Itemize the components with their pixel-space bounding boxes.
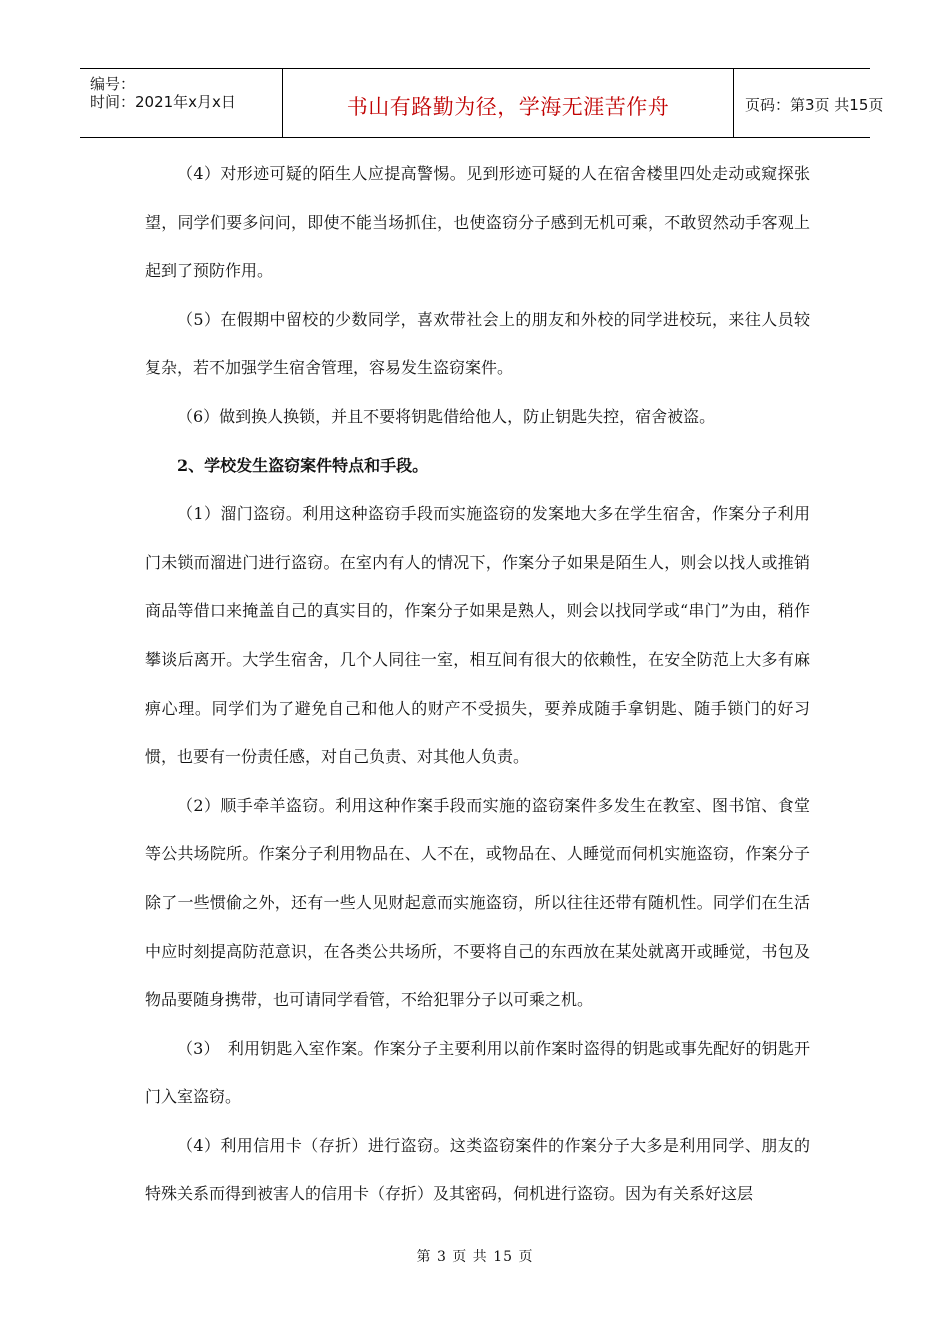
- page-code: 页码：第3页 共15页: [745, 96, 884, 114]
- motto: 书山有路勤为径，学海无涯苦作舟: [346, 95, 670, 119]
- paragraph: （1）溜门盗窃。利用这种盗窃手段而实施盗窃的发案地大多在学生宿舍，作案分子利用门未锁而溜进门进行盗窃。在室内有人的情况下，作案分子如果是陌生人，则会以找人或推销商品等借口来掩盖自己的真实目的，作案分子如果是熟人，则会以找同学或“串门”为由，稍作攀谈后离开。大学生宿舍，几个人同往一室，相互间有很大的依赖性，在安全防范上大多有麻痹心理。同学们为了避免自己和他人的财产不受损失，要养成随手拿钥匙、随手锁门的好习惯，也要有一份责任感，对自己负责、对其他人负责。: [145, 504, 810, 767]
- number-label: 编号：: [90, 75, 136, 93]
- paragraph: （3） 利用钥匙入室作案。作案分子主要利用以前作案时盗得的钥匙或事先配好的钥匙开门入室盗窃。: [145, 1038, 810, 1107]
- header-left-cell: [80, 69, 282, 137]
- paragraph: （6）做到换人换锁，并且不要将钥匙借给他人，防止钥匙失控，宿舍被盗。: [177, 406, 716, 426]
- header-right-cell: [733, 69, 884, 137]
- paragraph: （4）利用信用卡（存折）进行盗窃。这类盗窃案件的作案分子大多是利用同学、朋友的特殊关系而得到被害人的信用卡（存折）及其密码，伺机进行盗窃。因为有关系好这层: [145, 1135, 810, 1204]
- paragraph: （2）顺手牵羊盗窃。利用这种作案手段而实施的盗窃案件多发生在教室、图书馆、食堂等公共场院所。作案分子利用物品在、人不在，或物品在、人睡觉而伺机实施盗窃，作案分子除了一些惯偷之外，还有一些人见财起意而实施盗窃，所以往往还带有随机性。同学们在生活中应时刻提高防范意识，在各类公共场所，不要将自己的东西放在某处就离开或睡觉，书包及物品要随身携带，也可请同学看管，不给犯罪分子以可乘之机。: [145, 795, 810, 1010]
- paragraph: （4）对形迹可疑的陌生人应提高警惕。见到形迹可疑的人在宿舍楼里四处走动或窥探张望，同学们要多问问，即使不能当场抓住，也使盗窃分子感到无机可乘，不敢贸然动手客观上起到了预防作用。: [145, 164, 810, 281]
- time-label: 时间：2021年x月x日: [90, 93, 236, 111]
- document-body: [145, 150, 810, 1219]
- paragraph: （5）在假期中留校的少数同学，喜欢带社会上的朋友和外校的同学进校玩，来往人员较复杂，若不加强学生宿舍管理，容易发生盗窃案件。: [145, 309, 810, 378]
- page-header: [80, 68, 884, 138]
- section-heading: 2、学校发生盗窃案件特点和手段。: [177, 455, 429, 475]
- page-footer: 第 3 页 共 15 页: [416, 1249, 534, 1265]
- header-middle-cell: [282, 69, 734, 137]
